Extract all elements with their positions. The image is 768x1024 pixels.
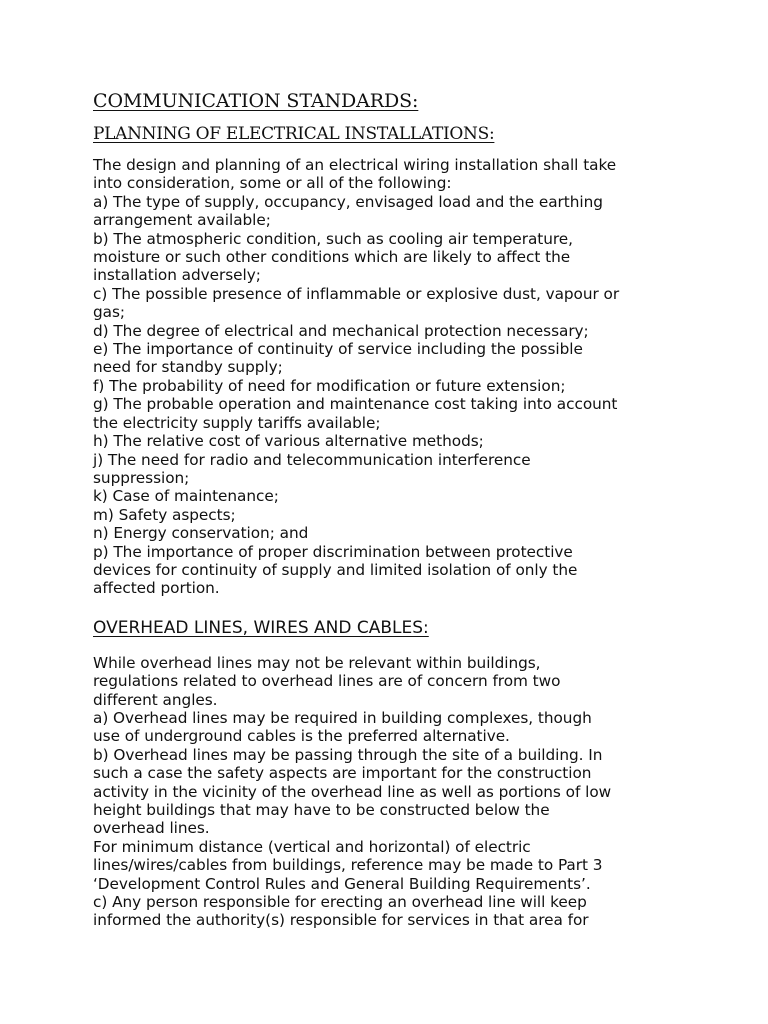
section-heading-planning: PLANNING OF ELECTRICAL INSTALLATIONS: [93, 124, 495, 144]
text-line: arrangement available; [93, 211, 271, 230]
text-line: overhead lines. [93, 819, 210, 838]
section-body-overhead-lines [93, 654, 693, 930]
text-line: g) The probable operation and maintenance cost taking into account [93, 395, 618, 414]
text-line: need for standby supply; [93, 358, 283, 377]
text-line: n) Energy conservation; and [93, 524, 309, 543]
text-line: suppression; [93, 468, 190, 487]
text-line: devices for continuity of supply and limited isolation of only the [93, 560, 578, 579]
text-line: installation adversely; [93, 266, 261, 285]
text-line: ‘Development Control Rules and General Building Requirements’. [93, 874, 591, 893]
text-line: such a case the safety aspects are important for the construction [93, 764, 592, 783]
text-line: e) The importance of continuity of service including the possible [93, 340, 583, 359]
text-line: the electricity supply tariffs available; [93, 413, 381, 432]
text-line: k) Case of maintenance; [93, 487, 279, 506]
text-line: b) Overhead lines may be passing through the site of a building. In [93, 745, 603, 764]
document-title: COMMUNICATION STANDARDS: [93, 90, 419, 112]
text-line: informed the authority(s) responsible for services in that area for [93, 911, 589, 930]
text-line: p) The importance of proper discrimination between protective [93, 542, 573, 561]
text-line: into consideration, some or all of the following: [93, 174, 452, 193]
text-line: moisture or such other conditions which are likely to affect the [93, 248, 571, 267]
text-line: height buildings that may have to be constructed below the [93, 801, 550, 819]
text-line: For minimum distance (vertical and horizontal) of electric [93, 837, 531, 856]
text-line: a) The type of supply, occupancy, envisaged load and the earthing [93, 192, 603, 211]
text-line: m) Safety aspects; [93, 505, 236, 524]
text-line: gas; [93, 303, 126, 322]
text-line: The design and planning of an electrical wiring installation shall take [93, 156, 617, 174]
text-line: b) The atmospheric condition, such as cooling air temperature, [93, 229, 573, 248]
text-line: While overhead lines may not be relevant within buildings, [93, 653, 541, 672]
text-line: d) The degree of electrical and mechanical protection necessary; [93, 321, 589, 340]
text-line: a) Overhead lines may be required in building complexes, though [93, 708, 592, 727]
text-line: different angles. [93, 690, 218, 709]
text-line: lines/wires/cables from buildings, reference may be made to Part 3 [93, 856, 603, 875]
text-line: regulations related to overhead lines are of concern from two [93, 672, 561, 691]
text-line: f) The probability of need for modification or future extension; [93, 376, 566, 395]
document-page [93, 88, 693, 930]
text-line: affected portion. [93, 579, 220, 598]
section-body-planning [93, 156, 693, 598]
text-line: h) The relative cost of various alternative methods; [93, 432, 484, 451]
section-heading-overhead-lines: OVERHEAD LINES, WIRES AND CABLES: [93, 617, 429, 638]
text-line: j) The need for radio and telecommunication interference [93, 450, 531, 469]
text-line: c) Any person responsible for erecting an overhead line will keep [93, 893, 587, 912]
text-line: c) The possible presence of inflammable or explosive dust, vapour or [93, 284, 620, 303]
text-line: use of underground cables is the preferred alternative. [93, 727, 510, 746]
text-line: activity in the vicinity of the overhead line as well as portions of low [93, 782, 612, 801]
